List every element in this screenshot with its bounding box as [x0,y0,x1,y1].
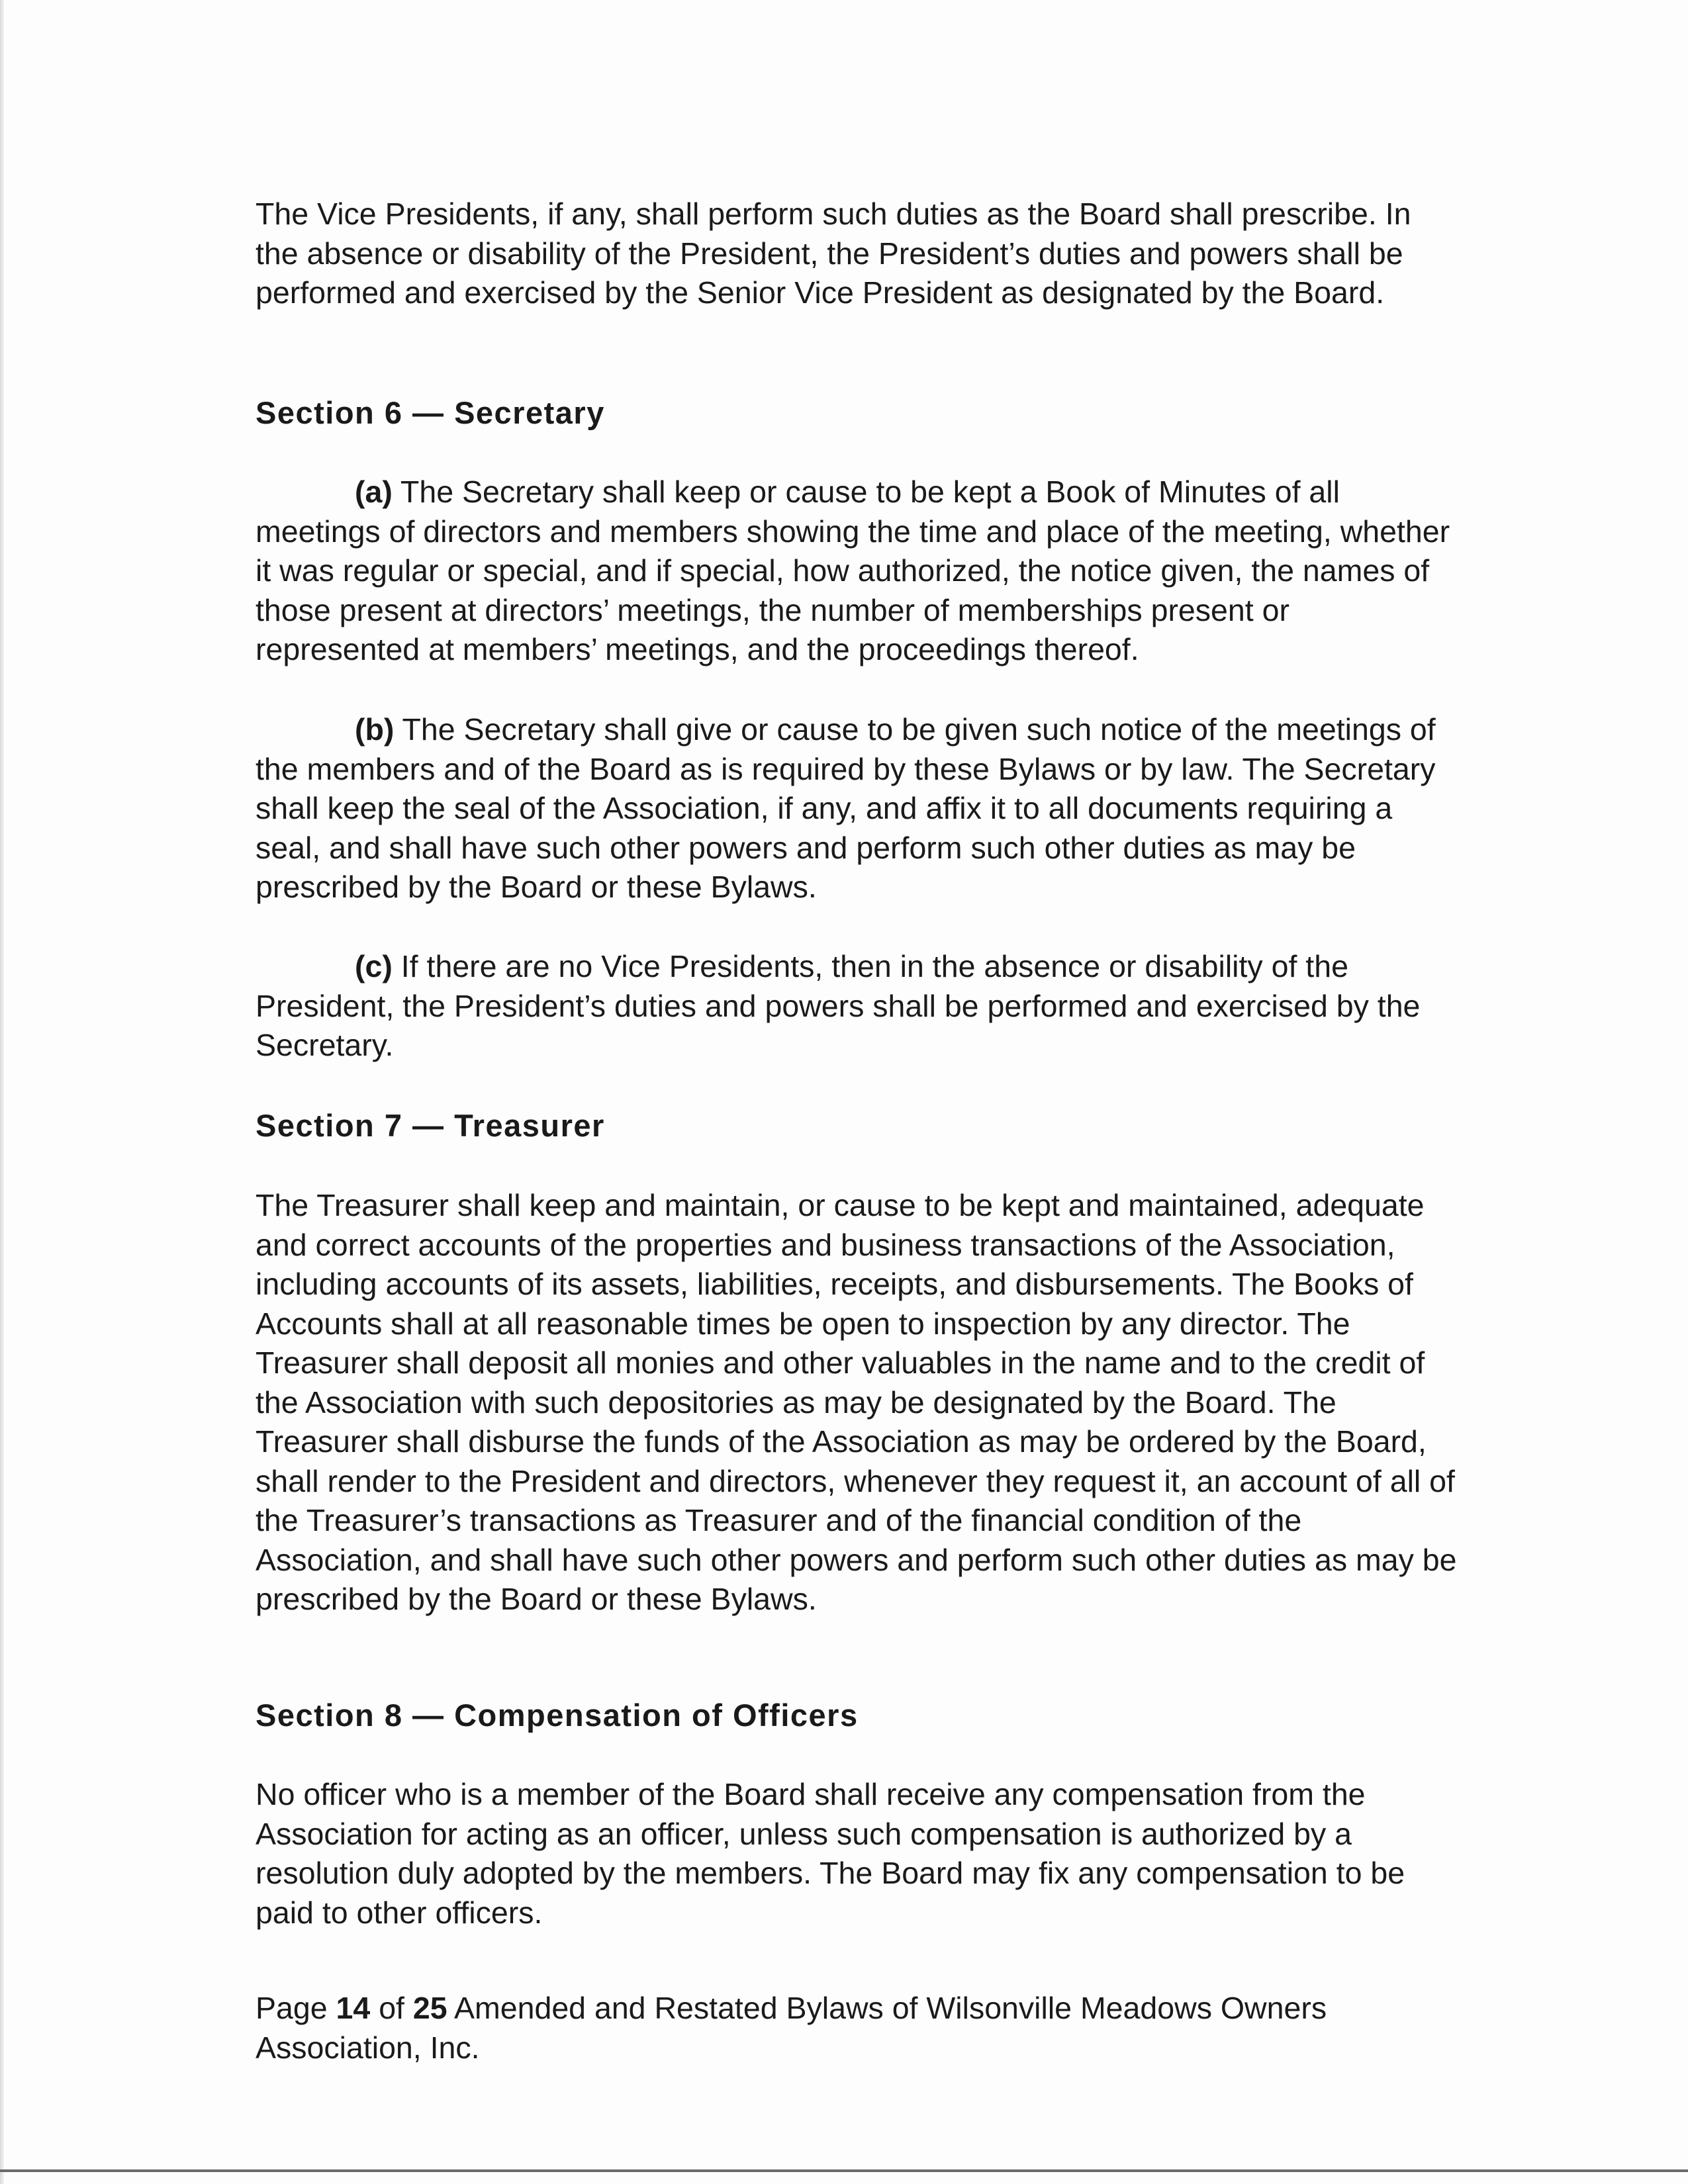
intro-paragraph: The Vice Presidents, if any, shall perform such duties as the Board shall prescribe. In the absence or disability of the President, the President’s duties and powers shall be performed and exercised by the Senior Vice President as designated by the Board. [256,197,1411,310]
section-6-paragraph-c [256,947,1460,1066]
section-6-heading: Section 6 — Secretary [256,395,605,430]
footer-page-of: of [379,1991,404,2025]
footer-page-current: 14 [336,1991,371,2025]
section-7-heading: Section 7 — Treasurer [256,1108,605,1143]
section-6-paragraph-b [256,710,1460,907]
footer-page-total: 25 [412,1991,447,2025]
section-8-paragraph: No officer who is a member of the Board shall receive any compensation from the Association for acting as an officer, unless such compensation is authorized by a resolution duly adopted by the members. The Board may fix any compensation to be paid to other officers. [256,1777,1405,1930]
paragraph-text-a: The Secretary shall keep or cause to be kept a Book of Minutes of all meetings of directors and members showing the time and place of the meeting, whether it was regular or special, and if special, how authorized, the notice given, the names of those present at directors’ meetings, the number of memberships present or represented at members’ meetings, and the proceedings thereof. [256,475,1450,666]
footer-page-label: Page [256,1991,328,2025]
section-7-paragraph: The Treasurer shall keep and maintain, or cause to be kept and maintained, adequate and correct accounts of the properties and business transactions of the Association, including accounts of its assets, liabilities, receipts, and disbursements. The Books of Accounts shall at all reasonable times be open to inspection by any director. The Treasurer shall deposit all monies and other valuables in the name and to the credit of the Association with such depositories as may be designated by the Board. The Treasurer shall disburse the funds of the Association as may be ordered by the Board, shall render to the President and directors, whenever they request it, an account of all of the Treasurer’s transactions as Treasurer and of the financial condition of the Association, and shall have such other powers and perform such other duties as may be prescribed by the Board or these Bylaws. [256,1188,1457,1616]
page-footer [256,1989,1460,2068]
section-8-heading: Section 8 — Compensation of Officers [256,1698,859,1733]
section-6-paragraph-a [256,473,1460,670]
paragraph-label-b: (b) [355,712,395,747]
footer-document-title: Amended and Restated Bylaws of Wilsonville Meadows Owners Association, Inc. [256,1991,1327,2065]
scan-left-edge [0,0,4,2184]
paragraph-label-c: (c) [355,949,393,983]
paragraph-text-b: The Secretary shall give or cause to be given such notice of the meetings of the members and of the Board as is required by these Bylaws or by law. The Secretary shall keep the seal of the Association, if any, and affix it to all documents requiring a seal, and shall have such other powers and perform such other duties as may be prescribed by the Board or these Bylaws. [256,712,1436,904]
paragraph-label-a: (a) [355,475,393,509]
paragraph-text-c: If there are no Vice Presidents, then in the absence or disability of the President, the President’s duties and powers shall be performed and exercised by the Secretary. [256,949,1421,1062]
scan-bottom-rule [0,2169,1688,2172]
